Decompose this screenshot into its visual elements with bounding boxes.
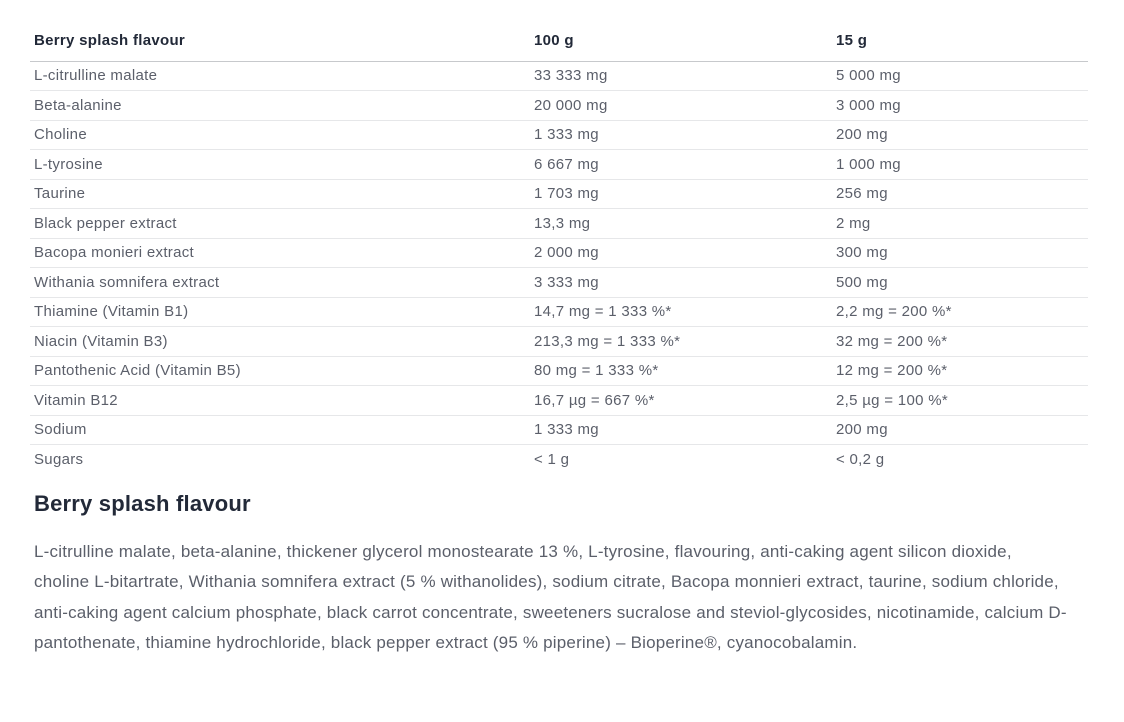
header-per-100g-label: 100 g	[530, 25, 832, 61]
value-per-15g: 2,2 mg = 200 %*	[832, 297, 1088, 327]
nutrient-name: Sodium	[30, 415, 530, 445]
nutrition-table	[30, 25, 1088, 474]
nutrient-name: Taurine	[30, 179, 530, 209]
table-row	[30, 150, 1088, 180]
flavour-heading: Berry splash flavour	[34, 490, 251, 516]
nutrient-name: Pantothenic Acid (Vitamin B5)	[30, 356, 530, 386]
table-row	[30, 120, 1088, 150]
table-row	[30, 297, 1088, 327]
table-row	[30, 415, 1088, 445]
value-per-100g: 14,7 mg = 1 333 %*	[530, 297, 832, 327]
value-per-100g: 20 000 mg	[530, 91, 832, 121]
nutrient-name: Niacin (Vitamin B3)	[30, 327, 530, 357]
header-per-15g-label: 15 g	[832, 25, 1088, 61]
nutrient-name: Sugars	[34, 450, 84, 468]
nutrient-name: Black pepper extract	[30, 209, 530, 239]
value-per-100g: < 1 g	[534, 450, 570, 468]
value-per-100g: 1 703 mg	[530, 179, 832, 209]
value-per-15g: 2 mg	[832, 209, 1088, 239]
nutrient-name: L-citrulline malate	[30, 61, 530, 91]
table-row	[30, 386, 1088, 416]
nutrient-name: Withania somnifera extract	[30, 268, 530, 298]
table-row	[30, 445, 1088, 474]
value-per-15g: 12 mg = 200 %*	[832, 356, 1088, 386]
nutrient-name: L-tyrosine	[30, 150, 530, 180]
table-row	[30, 61, 1088, 91]
value-per-15g: 32 mg = 200 %*	[832, 327, 1088, 357]
value-per-15g: 200 mg	[832, 415, 1088, 445]
nutrient-name: Beta-alanine	[30, 91, 530, 121]
value-per-100g: 16,7 µg = 667 %*	[530, 386, 832, 416]
table-row	[30, 238, 1088, 268]
table-row	[30, 268, 1088, 298]
value-per-100g: 1 333 mg	[530, 120, 832, 150]
ingredients-paragraph: L-citrulline malate, beta-alanine, thickener glycerol monostearate 13 %, L-tyrosine, flavouring, anti-caking agent silicon dioxide, choline L-bitartrate, Withania somnifera extract (5 % withanolides), sodium citrate, Bacopa monnieri extract, taurine, sodium chloride, anti-caking agent calcium phosphate, black carrot concentrate, sweeteners sucralose and steviol-glycosides, nicotinamide, calcium D-pantothenate, thiamine hydrochloride, black pepper extract (95 % piperine) – Bioperine®, cyanocobalamin.	[34, 541, 1067, 652]
table-row	[30, 209, 1088, 239]
nutrition-table-body	[30, 61, 1088, 474]
header-flavour-label: Berry splash flavour	[30, 25, 530, 61]
value-per-100g: 3 333 mg	[530, 268, 832, 298]
value-per-100g: 6 667 mg	[530, 150, 832, 180]
table-row	[30, 327, 1088, 357]
nutrient-name: Vitamin B12	[30, 386, 530, 416]
value-per-15g: 3 000 mg	[832, 91, 1088, 121]
value-per-100g: 2 000 mg	[530, 238, 832, 268]
table-row	[30, 91, 1088, 121]
value-per-15g: < 0,2 g	[836, 450, 885, 468]
header-row	[30, 25, 1088, 61]
nutrition-table-header	[30, 25, 1088, 61]
value-per-15g: 256 mg	[832, 179, 1088, 209]
value-per-100g: 213,3 mg = 1 333 %*	[530, 327, 832, 357]
nutrient-name: Thiamine (Vitamin B1)	[30, 297, 530, 327]
value-per-15g: 500 mg	[832, 268, 1088, 298]
value-per-15g: 200 mg	[832, 120, 1088, 150]
value-per-15g: 300 mg	[832, 238, 1088, 268]
value-per-15g: 2,5 µg = 100 %*	[832, 386, 1088, 416]
value-per-100g: 1 333 mg	[530, 415, 832, 445]
table-row	[30, 179, 1088, 209]
value-per-100g: 80 mg = 1 333 %*	[530, 356, 832, 386]
nutrient-name: Choline	[30, 120, 530, 150]
value-per-100g: 33 333 mg	[530, 61, 832, 91]
nutrient-name: Bacopa monieri extract	[30, 238, 530, 268]
table-row	[30, 356, 1088, 386]
value-per-15g: 1 000 mg	[832, 150, 1088, 180]
value-per-15g: 5 000 mg	[832, 61, 1088, 91]
value-per-100g: 13,3 mg	[530, 209, 832, 239]
